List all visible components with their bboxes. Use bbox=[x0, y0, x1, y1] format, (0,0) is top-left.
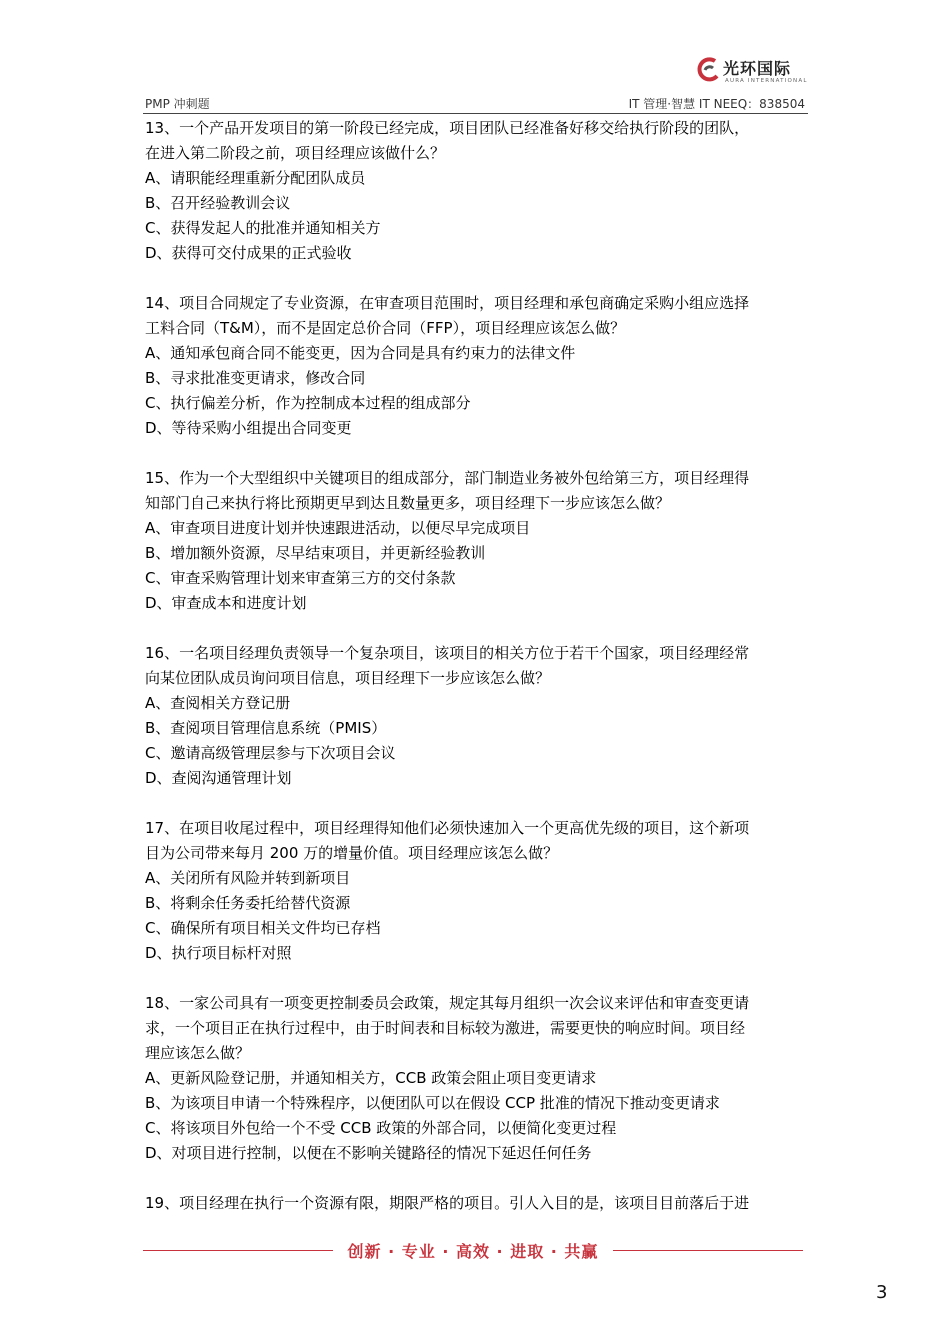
answer-option: D、执行项目标杆对照 bbox=[145, 944, 292, 962]
answer-option: A、审查项目进度计划并快速跟进活动，以便尽早完成项目 bbox=[145, 519, 531, 537]
company-logo bbox=[695, 54, 808, 90]
question-list bbox=[145, 116, 809, 1216]
question-spacer bbox=[145, 616, 809, 641]
question-block bbox=[145, 641, 809, 791]
answer-option: D、等待采购小组提出合同变更 bbox=[145, 419, 352, 437]
answer-option: A、关闭所有风险并转到新项目 bbox=[145, 869, 351, 887]
answer-option: A、请职能经理重新分配团队成员 bbox=[145, 169, 366, 187]
question-stem-line: 向某位团队成员询问项目信息，项目经理下一步应该怎么做？ bbox=[145, 669, 551, 687]
logo-text: 光环国际 bbox=[723, 59, 792, 78]
question-stem-line: 目为公司带来每月 200 万的增量价值。项目经理应该怎么做？ bbox=[145, 844, 559, 862]
question-stem-line: 19、项目经理在执行一个资源有限，期限严格的项目。引人入目的是，该项目目前落后于进 bbox=[145, 1194, 750, 1212]
answer-option: A、查阅相关方登记册 bbox=[145, 694, 291, 712]
question-spacer bbox=[145, 791, 809, 816]
answer-option: A、通知承包商合同不能变更，因为合同是具有约束力的法律文件 bbox=[145, 344, 576, 362]
question-block bbox=[145, 991, 809, 1166]
question-stem-line: 17、在项目收尾过程中，项目经理得知他们必须快速加入一个更高优先级的项目，这个新项 bbox=[145, 819, 750, 837]
question-block bbox=[145, 116, 809, 266]
header-doc-title: PMP 冲刺题 bbox=[145, 97, 210, 111]
answer-option: A、更新风险登记册，并通知相关方，CCB 政策会阻止项目变更请求 bbox=[145, 1069, 597, 1087]
page-number: 3 bbox=[876, 1282, 888, 1303]
question-stem-line: 知部门自己来执行将比预期更早到达且数量更多，项目经理下一步应该怎么做？ bbox=[145, 494, 671, 512]
question-block bbox=[145, 816, 809, 966]
answer-option: B、增加额外资源，尽早结束项目，并更新经验教训 bbox=[145, 544, 486, 562]
question-stem-line: 工料合同（T&M），而不是固定总价合同（FFP），项目经理应该怎么做？ bbox=[145, 319, 626, 337]
logo-subtext: AURA INTERNATIONAL bbox=[725, 78, 808, 84]
question-stem-line: 13、一个产品开发项目的第一阶段已经完成，项目团队已经准备好移交给执行阶段的团队， bbox=[145, 119, 750, 137]
header-company-info: IT 管理·智慧 IT NEEQ：838504 bbox=[628, 97, 805, 111]
answer-option: C、审查采购管理计划来审查第三方的交付条款 bbox=[145, 569, 456, 587]
answer-option: B、查阅项目管理信息系统（PMIS） bbox=[145, 719, 387, 737]
answer-option: B、寻求批准变更请求，修改合同 bbox=[145, 369, 366, 387]
answer-option: C、获得发起人的批准并通知相关方 bbox=[145, 219, 381, 237]
header-divider bbox=[143, 113, 808, 114]
question-block bbox=[145, 291, 809, 441]
question-stem-line: 18、一家公司具有一项变更控制委员会政策，规定其每月组织一次会议来评估和审查变更请 bbox=[145, 994, 750, 1012]
answer-option: C、将该项目外包给一个不受 CCB 政策的外部合同，以便简化变更过程 bbox=[145, 1119, 617, 1137]
question-stem-line: 16、一名项目经理负责领导一个复杂项目，该项目的相关方位于若干个国家，项目经理经常 bbox=[145, 644, 750, 662]
question-stem-line: 14、项目合同规定了专业资源，在审查项目范围时，项目经理和承包商确定采购小组应选择 bbox=[145, 294, 750, 312]
question-spacer bbox=[145, 266, 809, 291]
question-spacer bbox=[145, 966, 809, 991]
footer bbox=[143, 1238, 803, 1264]
answer-option: D、审查成本和进度计划 bbox=[145, 594, 307, 612]
question-stem-line: 15、作为一个大型组织中关键项目的组成部分，部门制造业务被外包给第三方，项目经理得 bbox=[145, 469, 750, 487]
answer-option: C、执行偏差分析，作为控制成本过程的组成部分 bbox=[145, 394, 471, 412]
question-stem-line: 理应该怎么做？ bbox=[145, 1044, 251, 1062]
answer-option: C、确保所有项目相关文件均已存档 bbox=[145, 919, 381, 937]
answer-option: B、召开经验教训会议 bbox=[145, 194, 291, 212]
question-spacer bbox=[145, 441, 809, 466]
answer-option: B、将剩余任务委托给替代资源 bbox=[145, 894, 351, 912]
question-stem-line: 求，一个项目正在执行过程中，由于时间表和目标较为激进，需要更快的响应时间。项目经 bbox=[145, 1019, 746, 1037]
footer-rule-right bbox=[613, 1250, 803, 1251]
answer-option: D、获得可交付成果的正式验收 bbox=[145, 244, 352, 262]
answer-option: B、为该项目申请一个特殊程序，以便团队可以在假设 CCP 批准的情况下推动变更请求 bbox=[145, 1094, 720, 1112]
answer-option: C、邀请高级管理层参与下次项目会议 bbox=[145, 744, 396, 762]
answer-option: D、查阅沟通管理计划 bbox=[145, 769, 292, 787]
question-spacer bbox=[145, 1166, 809, 1191]
answer-option: D、对项目进行控制，以便在不影响关键路径的情况下延迟任何任务 bbox=[145, 1144, 592, 1162]
question-block bbox=[145, 1191, 809, 1216]
footer-slogan: 创新 · 专业 · 高效 · 进取 · 共赢 bbox=[347, 1242, 599, 1261]
question-block bbox=[145, 466, 809, 616]
question-stem-line: 在进入第二阶段之前，项目经理应该做什么？ bbox=[145, 144, 446, 162]
logo-mark-icon bbox=[695, 56, 721, 84]
